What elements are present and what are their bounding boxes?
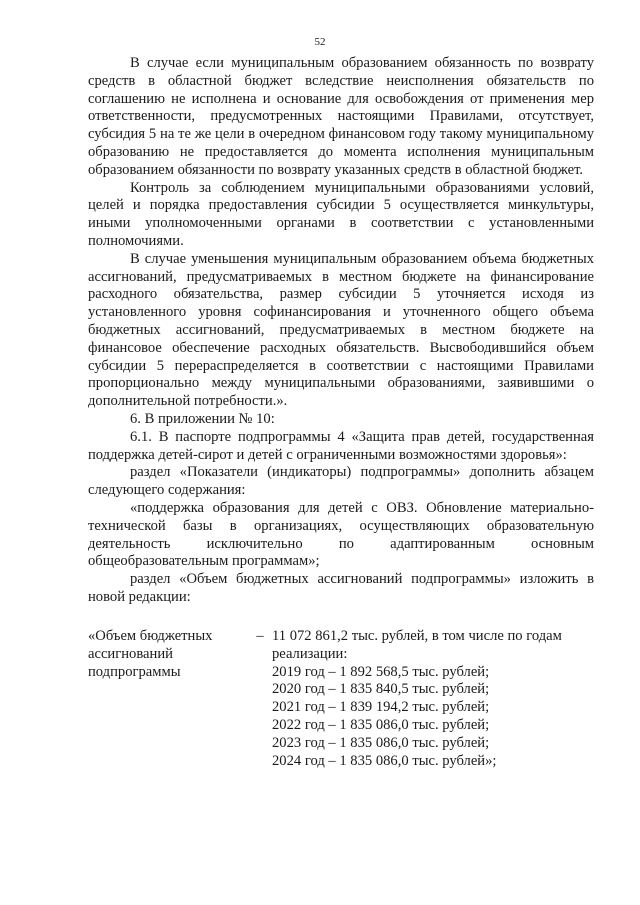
budget-dash: – xyxy=(256,628,264,644)
budget-label: «Объем бюджетных ассигнований подпрограммы xyxy=(88,628,213,680)
paragraph-reduction: В случае уменьшения муниципальным образованием объема бюджетных ассигнований, предусматриваемых в местном бюджете на финансирование расходного обязательства, размер субсидии 5 уточняется исходя из установленного уровня софинансирования и уточненного общего объема бюджетных ассигнований, предусматриваемых в местном бюджете на финансовое обеспечение расходных обязательств. Высвободившийся объем субсидии 5 перераспределяется в соответствии с настоящими Правилами пропорционально между муниципальными образованиями, заявившими о дополнительной потребности.». xyxy=(88,250,594,410)
paragraph-passport-subprogram: 6.1. В паспорте подпрограммы 4 «Защита прав детей, государственная поддержка детей-сирот и детей с ограниченными возможностями здоровья»: xyxy=(88,428,594,463)
budget-total: 11 072 861,2 тыс. рублей, в том числе по годам реализации: xyxy=(272,628,562,662)
paragraph-control: Контроль за соблюдением муниципальными образованиями условий, целей и порядка предоставления субсидии 5 осуществляется минкультуры, иными уполномоченными органами в соответствии с установленными полномочиями. xyxy=(88,179,594,249)
budget-year-row: 2019 год – 1 892 568,5 тыс. рублей; xyxy=(272,663,490,680)
paragraph-budget-section: раздел «Объем бюджетных ассигнований подпрограммы» изложить в новой редакции: xyxy=(88,571,594,605)
budget-year-row: 2020 год – 1 835 840,5 тыс. рублей; xyxy=(272,681,490,698)
budget-allocation-table xyxy=(88,628,604,770)
budget-year-row: 2023 год – 1 835 086,0 тыс. рублей; xyxy=(272,734,490,751)
budget-year-row: 2022 год – 1 835 086,0 тыс. рублей; xyxy=(272,716,490,733)
budget-year-row: 2024 год – 1 835 086,0 тыс. рублей»; xyxy=(272,752,497,769)
body-text xyxy=(88,55,594,607)
paragraph-indicators-section: раздел «Показатели (индикаторы) подпрограммы» дополнить абзацем следующего содержания: xyxy=(88,464,594,499)
paragraph-support-quote: «поддержка образования для детей с ОВЗ. Обновление материально-технической базы в организациях, осуществляющих образовательную деятельность исключительно по адаптированным основным общеобразовательным программам»; xyxy=(88,499,594,570)
budget-values xyxy=(272,628,604,770)
paragraph-refund-obligation: В случае если муниципальным образованием обязанность по возврату средств в областной бюджет вследствие неисполнения обязательств по соглашению не исполнена и основание для освобождения от применения мер ответственности, предусмотренных настоящими Правилами, отсутствует, субсидия 5 на те же цели в очередном финансовом году такому муниципальному образованию не предоставляется до момента исполнения муниципальным образованием обязанности по возврату указанных средств в областной бюджет. xyxy=(88,55,594,178)
paragraph-appendix-10: 6. В приложении № 10: xyxy=(130,410,275,427)
page-number: 52 xyxy=(314,36,326,48)
budget-year-row: 2021 год – 1 839 194,2 тыс. рублей; xyxy=(272,699,490,716)
